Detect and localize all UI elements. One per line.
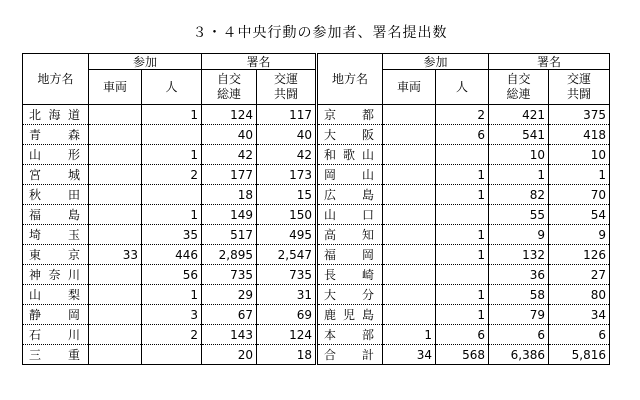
- jiko-cell-left: 29: [202, 285, 257, 305]
- region-name-left: 石川: [23, 325, 89, 345]
- people-cell-right: 1: [436, 305, 489, 325]
- header-shomei-right: 署名: [489, 54, 610, 70]
- region-name-left: 静岡: [23, 305, 89, 325]
- kotsu-cell-right: 10: [549, 145, 610, 165]
- kotsu-cell-right: 375: [549, 105, 610, 125]
- jiko-cell-left: 517: [202, 225, 257, 245]
- region-name-right: 合計: [317, 345, 383, 365]
- table-row: [23, 245, 610, 265]
- jiko-cell-right: 82: [489, 185, 549, 205]
- kotsu-cell-left: 40: [257, 125, 317, 145]
- vehicles-cell-left: [89, 265, 142, 285]
- header-jiko: 自交 総連: [202, 70, 257, 105]
- table-row: [23, 325, 610, 345]
- region-name-right: 岡山: [317, 165, 383, 185]
- header-kotsu-right: 交運 共闘: [549, 70, 610, 105]
- kotsu-cell-left: 150: [257, 205, 317, 225]
- region-name-left: 北海道: [23, 105, 89, 125]
- table-row: [23, 145, 610, 165]
- people-cell-right: 1: [436, 185, 489, 205]
- region-name-right: 山口: [317, 205, 383, 225]
- region-name-right: 鹿児島: [317, 305, 383, 325]
- jiko-cell-right: 36: [489, 265, 549, 285]
- table-row: [23, 345, 610, 365]
- vehicles-cell-right: [383, 185, 436, 205]
- header-jiko-right: 自交 総連: [489, 70, 549, 105]
- people-cell-right: 2: [436, 105, 489, 125]
- people-cell-right: 1: [436, 285, 489, 305]
- vehicles-cell-left: [89, 145, 142, 165]
- kotsu-cell-left: 42: [257, 145, 317, 165]
- jiko-cell-right: 1: [489, 165, 549, 185]
- header-vehicles: 車両: [89, 70, 142, 105]
- header-region: 地方名: [23, 54, 89, 105]
- vehicles-cell-right: [383, 165, 436, 185]
- jiko-cell-left: 67: [202, 305, 257, 325]
- page-title: ３・４中央行動の参加者、署名提出数: [192, 25, 448, 41]
- region-name-left: 宮城: [23, 165, 89, 185]
- people-cell-left: 3: [142, 305, 202, 325]
- table-row: [23, 165, 610, 185]
- region-name-left: 東京: [23, 245, 89, 265]
- vehicles-cell-left: [89, 225, 142, 245]
- table-row: [23, 265, 610, 285]
- people-cell-right: 568: [436, 345, 489, 365]
- participation-table: [22, 53, 610, 365]
- vehicles-cell-right: [383, 125, 436, 145]
- vehicles-cell-left: [89, 205, 142, 225]
- jiko-cell-right: 6,386: [489, 345, 549, 365]
- people-cell-left: 1: [142, 205, 202, 225]
- jiko-cell-left: 143: [202, 325, 257, 345]
- region-name-right: 京都: [317, 105, 383, 125]
- people-cell-right: 1: [436, 165, 489, 185]
- jiko-cell-left: 2,895: [202, 245, 257, 265]
- people-cell-left: 446: [142, 245, 202, 265]
- region-name-right: 和歌山: [317, 145, 383, 165]
- kotsu-cell-right: 80: [549, 285, 610, 305]
- region-name-left: 福島: [23, 205, 89, 225]
- jiko-cell-right: 55: [489, 205, 549, 225]
- people-cell-right: [436, 145, 489, 165]
- vehicles-cell-left: [89, 325, 142, 345]
- table-row: [23, 205, 610, 225]
- people-cell-right: 1: [436, 245, 489, 265]
- region-name-left: 三重: [23, 345, 89, 365]
- kotsu-cell-left: 495: [257, 225, 317, 245]
- vehicles-cell-left: [89, 125, 142, 145]
- region-name-right: 本部: [317, 325, 383, 345]
- jiko-cell-left: 20: [202, 345, 257, 365]
- region-name-right: 福岡: [317, 245, 383, 265]
- kotsu-cell-left: 735: [257, 265, 317, 285]
- kotsu-cell-right: 27: [549, 265, 610, 285]
- kotsu-cell-right: 9: [549, 225, 610, 245]
- jiko-cell-left: 149: [202, 205, 257, 225]
- region-name-left: 青森: [23, 125, 89, 145]
- people-cell-left: 2: [142, 325, 202, 345]
- region-name-right: 大分: [317, 285, 383, 305]
- region-name-left: 神奈川: [23, 265, 89, 285]
- header-vehicles-right: 車両: [383, 70, 436, 105]
- vehicles-cell-right: [383, 245, 436, 265]
- jiko-cell-left: 42: [202, 145, 257, 165]
- header-shomei: 署名: [202, 54, 317, 70]
- kotsu-cell-right: 6: [549, 325, 610, 345]
- table-row: [23, 285, 610, 305]
- vehicles-cell-left: [89, 285, 142, 305]
- table-row: [23, 225, 610, 245]
- header-people: 人: [142, 70, 202, 105]
- vehicles-cell-right: [383, 305, 436, 325]
- kotsu-cell-left: 69: [257, 305, 317, 325]
- jiko-cell-right: 58: [489, 285, 549, 305]
- vehicles-cell-right: [383, 285, 436, 305]
- kotsu-cell-left: 18: [257, 345, 317, 365]
- people-cell-left: 1: [142, 105, 202, 125]
- vehicles-cell-left: [89, 305, 142, 325]
- people-cell-left: 1: [142, 145, 202, 165]
- jiko-cell-left: 177: [202, 165, 257, 185]
- vehicles-cell-right: [383, 105, 436, 125]
- jiko-cell-left: 735: [202, 265, 257, 285]
- region-name-left: 埼玉: [23, 225, 89, 245]
- vehicles-cell-right: 1: [383, 325, 436, 345]
- jiko-cell-right: 421: [489, 105, 549, 125]
- jiko-cell-left: 124: [202, 105, 257, 125]
- table-row: [23, 185, 610, 205]
- people-cell-left: 1: [142, 285, 202, 305]
- table-row: [23, 105, 610, 125]
- kotsu-cell-right: 418: [549, 125, 610, 145]
- people-cell-left: [142, 185, 202, 205]
- vehicles-cell-left: [89, 185, 142, 205]
- vehicles-cell-right: [383, 205, 436, 225]
- table-row: [23, 125, 610, 145]
- region-name-left: 秋田: [23, 185, 89, 205]
- kotsu-cell-left: 31: [257, 285, 317, 305]
- vehicles-cell-right: [383, 145, 436, 165]
- kotsu-cell-left: 173: [257, 165, 317, 185]
- people-cell-right: 6: [436, 325, 489, 345]
- people-cell-right: [436, 205, 489, 225]
- header-people-right: 人: [436, 70, 489, 105]
- region-name-right: 大阪: [317, 125, 383, 145]
- kotsu-cell-right: 5,816: [549, 345, 610, 365]
- vehicles-cell-left: 33: [89, 245, 142, 265]
- people-cell-left: 35: [142, 225, 202, 245]
- jiko-cell-right: 79: [489, 305, 549, 325]
- people-cell-left: [142, 345, 202, 365]
- jiko-cell-right: 6: [489, 325, 549, 345]
- header-region-right: 地方名: [317, 54, 383, 105]
- header-sanka: 参加: [89, 54, 202, 70]
- kotsu-cell-left: 117: [257, 105, 317, 125]
- people-cell-left: 56: [142, 265, 202, 285]
- header-sanka-right: 参加: [383, 54, 489, 70]
- vehicles-cell-left: [89, 345, 142, 365]
- people-cell-left: 2: [142, 165, 202, 185]
- kotsu-cell-right: 70: [549, 185, 610, 205]
- header-kotsu: 交運 共闘: [257, 70, 317, 105]
- jiko-cell-right: 541: [489, 125, 549, 145]
- region-name-right: 高知: [317, 225, 383, 245]
- jiko-cell-right: 10: [489, 145, 549, 165]
- region-name-right: 長崎: [317, 265, 383, 285]
- kotsu-cell-right: 34: [549, 305, 610, 325]
- jiko-cell-right: 9: [489, 225, 549, 245]
- vehicles-cell-right: 34: [383, 345, 436, 365]
- kotsu-cell-left: 15: [257, 185, 317, 205]
- kotsu-cell-right: 126: [549, 245, 610, 265]
- jiko-cell-right: 132: [489, 245, 549, 265]
- people-cell-right: 1: [436, 225, 489, 245]
- jiko-cell-left: 18: [202, 185, 257, 205]
- people-cell-left: [142, 125, 202, 145]
- kotsu-cell-left: 2,547: [257, 245, 317, 265]
- jiko-cell-left: 40: [202, 125, 257, 145]
- people-cell-right: 6: [436, 125, 489, 145]
- region-name-left: 山梨: [23, 285, 89, 305]
- kotsu-cell-left: 124: [257, 325, 317, 345]
- vehicles-cell-left: [89, 105, 142, 125]
- region-name-right: 広島: [317, 185, 383, 205]
- vehicles-cell-right: [383, 225, 436, 245]
- kotsu-cell-right: 54: [549, 205, 610, 225]
- vehicles-cell-left: [89, 165, 142, 185]
- vehicles-cell-right: [383, 265, 436, 285]
- table-row: [23, 305, 610, 325]
- region-name-left: 山形: [23, 145, 89, 165]
- people-cell-right: [436, 265, 489, 285]
- kotsu-cell-right: 1: [549, 165, 610, 185]
